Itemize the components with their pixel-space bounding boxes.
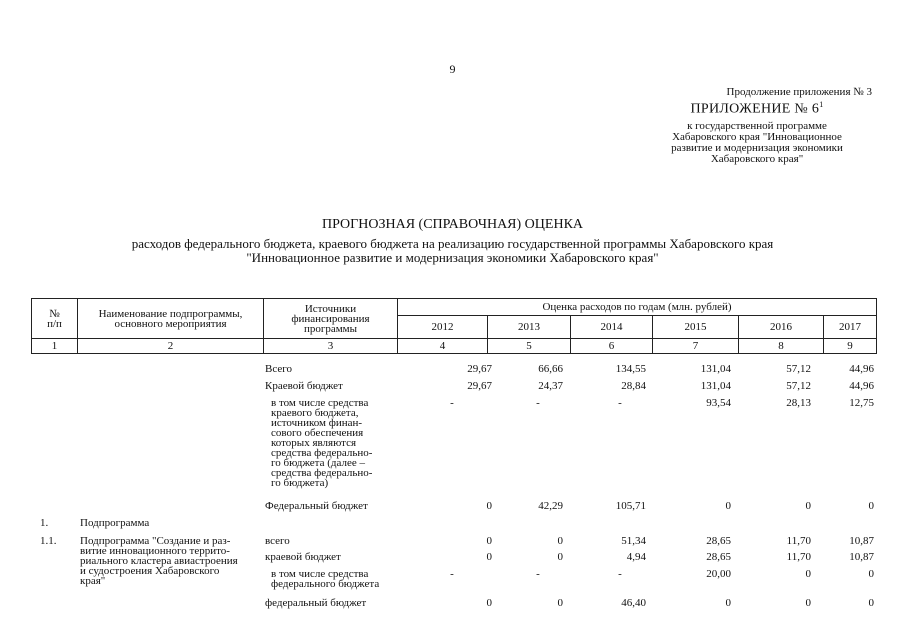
row-number: 1.	[40, 517, 49, 529]
row-value: 44,96	[849, 380, 874, 392]
row-value: -	[450, 397, 454, 409]
row-source: источником финан-	[271, 417, 363, 429]
header-index: 5	[526, 340, 532, 352]
subtitle-line: "Инновационное развитие и модернизация экономики Хабаровского края"	[246, 250, 659, 265]
appendix-block	[638, 100, 876, 165]
row-value: 0	[805, 597, 811, 609]
header-name	[78, 299, 263, 338]
appendix-title-text: ПРИЛОЖЕНИЕ № 6	[690, 101, 820, 117]
header-year: 2013	[518, 321, 540, 333]
row-source: краевой бюджет	[265, 551, 341, 563]
row-value: 134,55	[615, 363, 646, 375]
row-value: 51,34	[621, 535, 646, 547]
row-value: 0	[486, 597, 492, 609]
header-source-line: финансирования	[291, 312, 370, 325]
row-value: 12,75	[849, 397, 874, 409]
row-value: 0	[868, 500, 874, 512]
header-year: 2012	[431, 321, 454, 333]
header-index: 8	[778, 340, 784, 352]
row-value: -	[618, 568, 622, 580]
row-value: 29,67	[467, 380, 492, 392]
header-index: 4	[439, 340, 446, 352]
appendix-title	[638, 100, 876, 118]
row-value: 0	[486, 551, 492, 563]
header-index: 3	[327, 340, 334, 352]
document-subtitle	[0, 237, 905, 265]
row-name: Подпрограмма	[80, 517, 150, 529]
row-value: 10,87	[849, 535, 874, 547]
row-value: 0	[868, 568, 874, 580]
row-value: 44,96	[849, 363, 874, 375]
header-name-line: основного мероприятия	[114, 317, 227, 330]
row-value: 20,00	[706, 568, 731, 580]
row-value: 28,84	[621, 380, 646, 392]
row-value: 93,54	[706, 397, 731, 409]
header-source	[264, 299, 397, 338]
row-value: 0	[868, 597, 874, 609]
appendix-line: к государственной программе	[687, 119, 827, 132]
appendix-line: Хабаровского края"	[710, 152, 804, 165]
page-number: 9	[449, 62, 456, 76]
header-year: 2015	[684, 321, 707, 333]
row-source: Федеральный бюджет	[265, 500, 368, 512]
header-year: 2014	[600, 321, 623, 333]
row-value: 131,04	[700, 380, 731, 392]
row-value: 24,37	[538, 380, 563, 392]
appendix-superscript: 1	[819, 100, 824, 109]
header-source-line: Источники	[304, 302, 357, 315]
row-value: 0	[486, 500, 492, 512]
row-value: 0	[557, 535, 563, 547]
row-value: 57,12	[786, 363, 811, 375]
header-source-line: программы	[303, 322, 358, 335]
row-value: 105,71	[615, 500, 646, 512]
row-value: -	[450, 568, 454, 580]
row-source: Краевой бюджет	[265, 380, 343, 392]
continuation-note: Продолжение приложения № 3	[726, 86, 872, 98]
row-value: 42,29	[538, 500, 563, 512]
header-num	[32, 299, 77, 338]
table-header	[31, 298, 877, 354]
document-title: ПРОГНОЗНАЯ (СПРАВОЧНАЯ) ОЦЕНКА	[321, 217, 584, 232]
row-value: 10,87	[849, 551, 874, 563]
row-value: 28,13	[786, 397, 811, 409]
row-value: 4,94	[626, 551, 646, 563]
row-source: средства федерально-	[271, 467, 373, 479]
row-value: 0	[725, 500, 731, 512]
row-name: Подпрограмма "Создание и раз-	[80, 535, 231, 547]
row-value: 0	[805, 500, 811, 512]
row-source: которых являются	[271, 437, 357, 449]
row-value: 57,12	[786, 380, 811, 392]
row-value: 28,65	[706, 551, 731, 563]
header-index: 2	[167, 340, 174, 352]
row-source: федеральный бюджет	[265, 597, 367, 609]
row-value: 11,70	[786, 551, 811, 563]
row-name: и судостроения Хабаровского	[80, 565, 220, 577]
row-value: 131,04	[700, 363, 731, 375]
header-index: 1	[51, 340, 58, 352]
header-index: 9	[847, 340, 853, 352]
row-source: всего	[265, 535, 290, 547]
row-value: 0	[725, 597, 731, 609]
row-source: в том числе средства	[271, 397, 369, 409]
row-value: 66,66	[538, 363, 563, 375]
row-name: витие инновационного террито-	[80, 545, 230, 557]
header-index: 7	[692, 340, 699, 352]
header-index: 6	[608, 340, 615, 352]
row-value: -	[536, 568, 540, 580]
header-estimate: Оценка расходов по годам (млн. рублей)	[542, 301, 732, 313]
header-num-line: п/п	[47, 317, 62, 330]
row-source: го бюджета)	[271, 477, 329, 489]
row-value: -	[618, 397, 622, 409]
row-number: 1.1.	[40, 535, 57, 547]
appendix-lines	[638, 121, 876, 165]
row-value: 46,40	[621, 597, 646, 609]
subtitle-line: расходов федерального бюджета, краевого бюджета на реализацию государственной программы Хабаровского края	[131, 236, 774, 251]
row-value: 11,70	[786, 535, 811, 547]
row-value: -	[536, 397, 540, 409]
row-value: 28,65	[706, 535, 731, 547]
row-value: 0	[805, 568, 811, 580]
appendix-line: развитие и модернизация экономики	[671, 141, 843, 154]
row-name: риального кластера авиастроения	[80, 555, 238, 567]
row-source: в том числе средства	[271, 568, 369, 580]
header-year: 2016	[770, 321, 792, 333]
header-name-line: Наименование подпрограммы,	[98, 307, 243, 320]
appendix-line: Хабаровского края "Инновационное	[672, 130, 842, 143]
row-name: края"	[80, 575, 106, 587]
header-year: 2017	[839, 321, 861, 333]
row-value: 0	[557, 551, 563, 563]
row-value: 0	[486, 535, 492, 547]
row-value: 29,67	[467, 363, 492, 375]
row-source: федерального бюджета	[271, 578, 380, 590]
row-source: краевого бюджета,	[271, 407, 359, 419]
row-value: 0	[557, 597, 563, 609]
row-source: средства федерально-	[271, 447, 373, 459]
row-source: Всего	[265, 363, 292, 375]
header-num-line: №	[49, 307, 60, 320]
row-source: сового обеспечения	[271, 427, 364, 439]
row-source: го бюджета (далее –	[271, 457, 365, 469]
